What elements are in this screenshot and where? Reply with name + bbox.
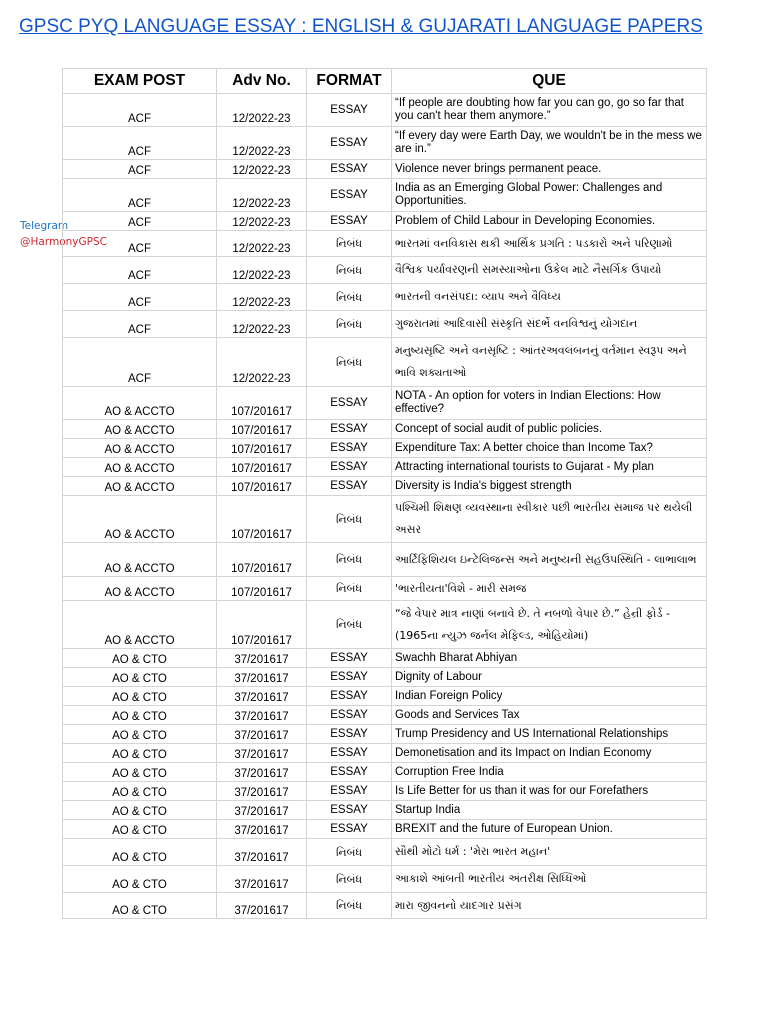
adv-no-cell: 107/201617 [217,420,307,439]
format-cell: ESSAY [307,212,392,231]
header-que: QUE [392,69,707,94]
question-cell: પશ્ચિમી શિક્ષણ વ્યવસ્થાના સ્વીકાર પછી ભારતીય સમાજ પર થયેલી અસર [392,496,707,543]
format-cell: ESSAY [307,160,392,179]
table-row [63,543,707,577]
question-cell: Problem of Child Labour in Developing Economies. [392,212,707,231]
format-cell: ESSAY [307,801,392,820]
adv-no-cell: 12/2022-23 [217,338,307,387]
table-body [63,94,707,919]
question-cell: સૌથી મોટો ધર્મ : 'મેરા ભારત મહાન' [392,839,707,866]
format-cell: નિબંધ [307,284,392,311]
format-cell: નિબંધ [307,543,392,577]
question-cell: Is Life Better for us than it was for our Forefathers [392,782,707,801]
table-row [63,496,707,543]
question-cell: Corruption Free India [392,763,707,782]
format-cell: ESSAY [307,706,392,725]
exam-post-cell: AO & ACCTO [63,496,217,543]
questions-table [62,68,707,919]
exam-post-cell: AO & CTO [63,820,217,839]
header-row [63,69,707,94]
format-cell: ESSAY [307,725,392,744]
question-cell: “If every day were Earth Day, we wouldn't be in the mess we are in.” [392,127,707,160]
table-row [63,687,707,706]
question-cell: આર્ટિફિશિયલ ઇન્ટેલિજન્સ અને મનુષ્યની સહઉપસ્થિતિ - લાભાલાભ [392,543,707,577]
format-cell: ESSAY [307,687,392,706]
adv-no-cell: 12/2022-23 [217,212,307,231]
table-row [63,179,707,212]
table-row [63,284,707,311]
adv-no-cell: 37/201617 [217,744,307,763]
question-cell: Diversity is India's biggest strength [392,477,707,496]
format-cell: નિબંધ [307,231,392,257]
question-cell: “જે વેપાર માત્ર નાણાં બનાવે છે. તે નબળો વેપાર છે.” હેન્રી ફોર્ડ - (1965ના ન્યુઝ જર્નલ મેફિલ્ડ, ઓહિયોમાં) [392,601,707,649]
exam-post-cell: AO & CTO [63,866,217,893]
adv-no-cell: 37/201617 [217,668,307,687]
exam-post-cell: ACF [63,311,217,338]
question-cell: Indian Foreign Policy [392,687,707,706]
table-row [63,127,707,160]
exam-post-cell: ACF [63,338,217,387]
format-cell: ESSAY [307,179,392,212]
adv-no-cell: 12/2022-23 [217,311,307,338]
adv-no-cell: 107/201617 [217,496,307,543]
watermark-line-1: Telegram [20,220,69,232]
question-cell: Dignity of Labour [392,668,707,687]
adv-no-cell: 37/201617 [217,649,307,668]
question-cell: Violence never brings permanent peace. [392,160,707,179]
question-cell: Concept of social audit of public policies. [392,420,707,439]
exam-post-cell: AO & CTO [63,839,217,866]
question-cell: India as an Emerging Global Power: Challenges and Opportunities. [392,179,707,212]
table-row [63,601,707,649]
table-row [63,577,707,601]
adv-no-cell: 37/201617 [217,725,307,744]
exam-post-cell: AO & CTO [63,706,217,725]
adv-no-cell: 107/201617 [217,439,307,458]
exam-post-cell: AO & CTO [63,744,217,763]
exam-post-cell: AO & ACCTO [63,601,217,649]
exam-post-cell: AO & ACCTO [63,387,217,420]
format-cell: નિબંધ [307,601,392,649]
header-exam-post: EXAM POST [63,69,217,94]
question-cell: BREXIT and the future of European Union. [392,820,707,839]
table-row [63,338,707,387]
table-row [63,744,707,763]
adv-no-cell: 37/201617 [217,801,307,820]
adv-no-cell: 12/2022-23 [217,127,307,160]
exam-post-cell: ACF [63,160,217,179]
table-row [63,782,707,801]
exam-post-cell: AO & CTO [63,763,217,782]
question-cell: ગુજરાતમાં આદિવાસી સંસ્કૃતિ સંદર્ભે વનવિશ્વનું યોગદાન [392,311,707,338]
table-row [63,649,707,668]
table-row [63,763,707,782]
exam-post-cell: ACF [63,231,217,257]
exam-post-cell: ACF [63,212,217,231]
adv-no-cell: 37/201617 [217,893,307,919]
format-cell: ESSAY [307,477,392,496]
header-format: FORMAT [307,69,392,94]
adv-no-cell: 37/201617 [217,839,307,866]
table-row [63,160,707,179]
adv-no-cell: 37/201617 [217,763,307,782]
table-row [63,311,707,338]
format-cell: ESSAY [307,458,392,477]
format-cell: ESSAY [307,763,392,782]
adv-no-cell: 12/2022-23 [217,94,307,127]
exam-post-cell: ACF [63,94,217,127]
exam-post-cell: AO & CTO [63,801,217,820]
table-row [63,668,707,687]
table-row [63,420,707,439]
question-cell: ભારતમાં વનવિકાસ થકી આર્થિક પ્રગતિ : પડકારો અને પરિણામો [392,231,707,257]
table-row [63,839,707,866]
adv-no-cell: 37/201617 [217,687,307,706]
format-cell: નિબંધ [307,577,392,601]
table-row [63,458,707,477]
adv-no-cell: 107/201617 [217,458,307,477]
question-cell: Startup India [392,801,707,820]
format-cell: નિબંધ [307,257,392,284]
exam-post-cell: AO & CTO [63,668,217,687]
table-row [63,820,707,839]
exam-post-cell: AO & CTO [63,725,217,744]
exam-post-cell: ACF [63,179,217,212]
adv-no-cell: 37/201617 [217,706,307,725]
exam-post-cell: AO & ACCTO [63,458,217,477]
format-cell: નિબંધ [307,866,392,893]
format-cell: ESSAY [307,387,392,420]
exam-post-cell: AO & CTO [63,893,217,919]
exam-post-cell: ACF [63,257,217,284]
adv-no-cell: 37/201617 [217,782,307,801]
exam-post-cell: AO & ACCTO [63,543,217,577]
format-cell: નિબંધ [307,496,392,543]
adv-no-cell: 12/2022-23 [217,284,307,311]
adv-no-cell: 37/201617 [217,866,307,893]
adv-no-cell: 107/201617 [217,601,307,649]
exam-post-cell: AO & CTO [63,782,217,801]
adv-no-cell: 12/2022-23 [217,179,307,212]
question-cell: Expenditure Tax: A better choice than Income Tax? [392,439,707,458]
question-cell: Attracting international tourists to Gujarat - My plan [392,458,707,477]
watermark-line-2: @HarmonyGPSC [20,236,107,248]
format-cell: ESSAY [307,668,392,687]
exam-post-cell: AO & ACCTO [63,577,217,601]
table-row [63,801,707,820]
exam-post-cell: ACF [63,127,217,160]
question-cell: આકાશે આંબતી ભારતીય અંતરીક્ષ સિધ્ધિઓ [392,866,707,893]
format-cell: નિબંધ [307,338,392,387]
question-cell: મારા જીવનનો યાદગાર પ્રસંગ [392,893,707,919]
table-row [63,231,707,257]
format-cell: નિબંધ [307,311,392,338]
header-adv-no: Adv No. [217,69,307,94]
question-cell: 'ભારતીયતા'વિશે - મારી સમજ [392,577,707,601]
table-row [63,94,707,127]
table-row [63,387,707,420]
adv-no-cell: 37/201617 [217,820,307,839]
adv-no-cell: 12/2022-23 [217,160,307,179]
adv-no-cell: 12/2022-23 [217,231,307,257]
adv-no-cell: 107/201617 [217,477,307,496]
exam-post-cell: AO & ACCTO [63,439,217,458]
adv-no-cell: 107/201617 [217,543,307,577]
question-cell: Demonetisation and its Impact on Indian Economy [392,744,707,763]
table-row [63,866,707,893]
format-cell: ESSAY [307,439,392,458]
question-cell: Swachh Bharat Abhiyan [392,649,707,668]
question-cell: વૈશ્વિક પર્યાવરણની સમસ્યાઓના ઉકેલ માટે નૈસર્ગિક ઉપાયો [392,257,707,284]
format-cell: ESSAY [307,94,392,127]
table-row [63,725,707,744]
format-cell: ESSAY [307,649,392,668]
question-cell: ભારતની વનસંપદા: વ્યાપ અને વૈવિધ્ય [392,284,707,311]
table-row [63,706,707,725]
question-cell: “If people are doubting how far you can go, go so far that you can't hear them anymore.” [392,94,707,127]
table-row [63,477,707,496]
exam-post-cell: AO & ACCTO [63,477,217,496]
table-row [63,212,707,231]
adv-no-cell: 12/2022-23 [217,257,307,284]
question-cell: Goods and Services Tax [392,706,707,725]
question-cell: NOTA - An option for voters in Indian Elections: How effective? [392,387,707,420]
adv-no-cell: 107/201617 [217,387,307,420]
exam-post-cell: AO & CTO [63,687,217,706]
table-row [63,893,707,919]
table-row [63,439,707,458]
page-title[interactable]: GPSC PYQ LANGUAGE ESSAY : ENGLISH & GUJARATI LANGUAGE PAPERS [19,16,703,37]
format-cell: નિબંધ [307,839,392,866]
exam-post-cell: ACF [63,284,217,311]
format-cell: ESSAY [307,420,392,439]
question-cell: Trump Presidency and US International Relationships [392,725,707,744]
exam-post-cell: AO & ACCTO [63,420,217,439]
adv-no-cell: 107/201617 [217,577,307,601]
table-row [63,257,707,284]
question-cell: મનુષ્યસૃષ્ટિ અને વનસૃષ્ટિ : આંતરઅવલંબનનું વર્તમાન સ્વરૂપ અને ભાવિ શક્યતાઓ [392,338,707,387]
exam-post-cell: AO & CTO [63,649,217,668]
format-cell: ESSAY [307,782,392,801]
format-cell: નિબંધ [307,893,392,919]
format-cell: ESSAY [307,820,392,839]
format-cell: ESSAY [307,744,392,763]
format-cell: ESSAY [307,127,392,160]
